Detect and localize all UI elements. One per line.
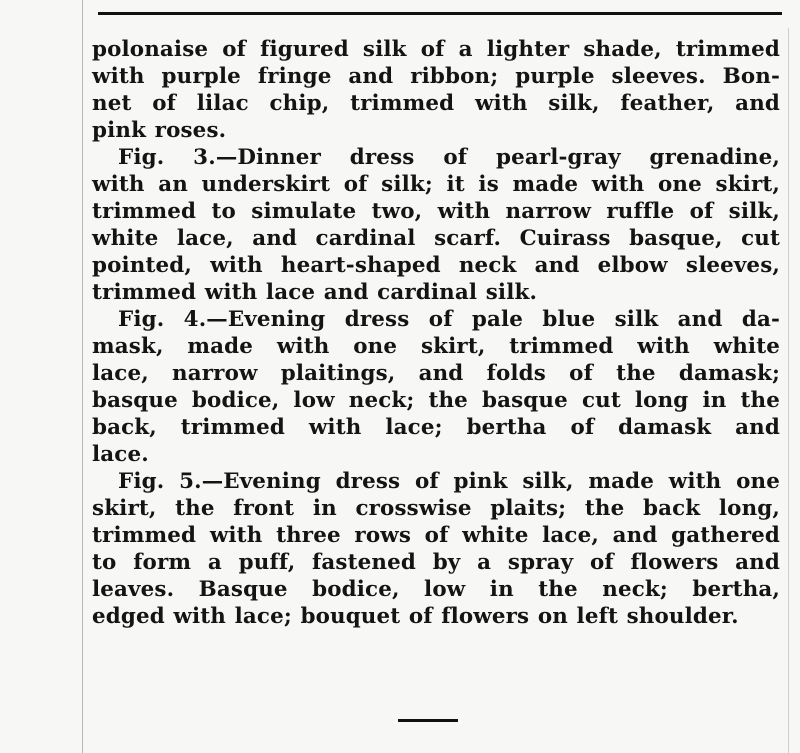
paragraph-fig5-body bbox=[92, 495, 780, 630]
left-margin-line bbox=[82, 0, 83, 753]
text-line: trimmed with three rows of white lace, and gathered bbox=[92, 523, 780, 548]
text-line: pink roses. bbox=[92, 118, 227, 143]
text-line: back, trimmed with lace; bertha of damask and bbox=[92, 415, 780, 440]
end-of-article-rule bbox=[398, 719, 458, 722]
text-line: lace. bbox=[92, 442, 149, 467]
text-line: net of lilac chip, trimmed with silk, feather, and bbox=[92, 91, 780, 116]
article-column bbox=[92, 36, 780, 630]
text-line: leaves. Basque bodice, low in the neck; bertha, bbox=[92, 577, 780, 602]
paragraph-fig3-body bbox=[92, 171, 780, 306]
text-line: polonaise of figured silk of a lighter shade, trimmed bbox=[92, 37, 780, 62]
text-line: edged with lace; bouquet of flowers on left shoulder. bbox=[92, 604, 739, 629]
right-margin-line bbox=[788, 28, 789, 753]
paragraph-fig5 bbox=[92, 468, 780, 495]
text-line: to form a puff, fastened by a spray of flowers and bbox=[92, 550, 780, 575]
text-line: trimmed to simulate two, with narrow ruffle of silk, bbox=[92, 199, 780, 224]
text-line: skirt, the front in crosswise plaits; the back long, bbox=[92, 496, 780, 521]
paragraph-fig4 bbox=[92, 306, 780, 333]
text-line: basque bodice, low neck; the basque cut long in the bbox=[92, 388, 780, 413]
text-line: with an underskirt of silk; it is made with one skirt, bbox=[92, 172, 780, 197]
paragraph-fig3 bbox=[92, 144, 780, 171]
top-column-rule bbox=[98, 12, 782, 15]
text-line: Fig. 3.—Dinner dress of pearl-gray grenadine, bbox=[118, 145, 780, 170]
text-line: with purple fringe and ribbon; purple sleeves. Bon- bbox=[92, 64, 780, 89]
text-line: pointed, with heart-shaped neck and elbow sleeves, bbox=[92, 253, 780, 278]
paragraph-fig2-continued bbox=[92, 36, 780, 144]
text-line: Fig. 4.—Evening dress of pale blue silk and da- bbox=[118, 307, 780, 332]
text-line: trimmed with lace and cardinal silk. bbox=[92, 280, 538, 305]
text-line: lace, narrow plaitings, and folds of the damask; bbox=[92, 361, 780, 386]
text-line: mask, made with one skirt, trimmed with white bbox=[92, 334, 780, 359]
text-line: Fig. 5.—Evening dress of pink silk, made with one bbox=[118, 469, 780, 494]
paragraph-fig4-body bbox=[92, 333, 780, 468]
text-line: white lace, and cardinal scarf. Cuirass basque, cut bbox=[92, 226, 780, 251]
